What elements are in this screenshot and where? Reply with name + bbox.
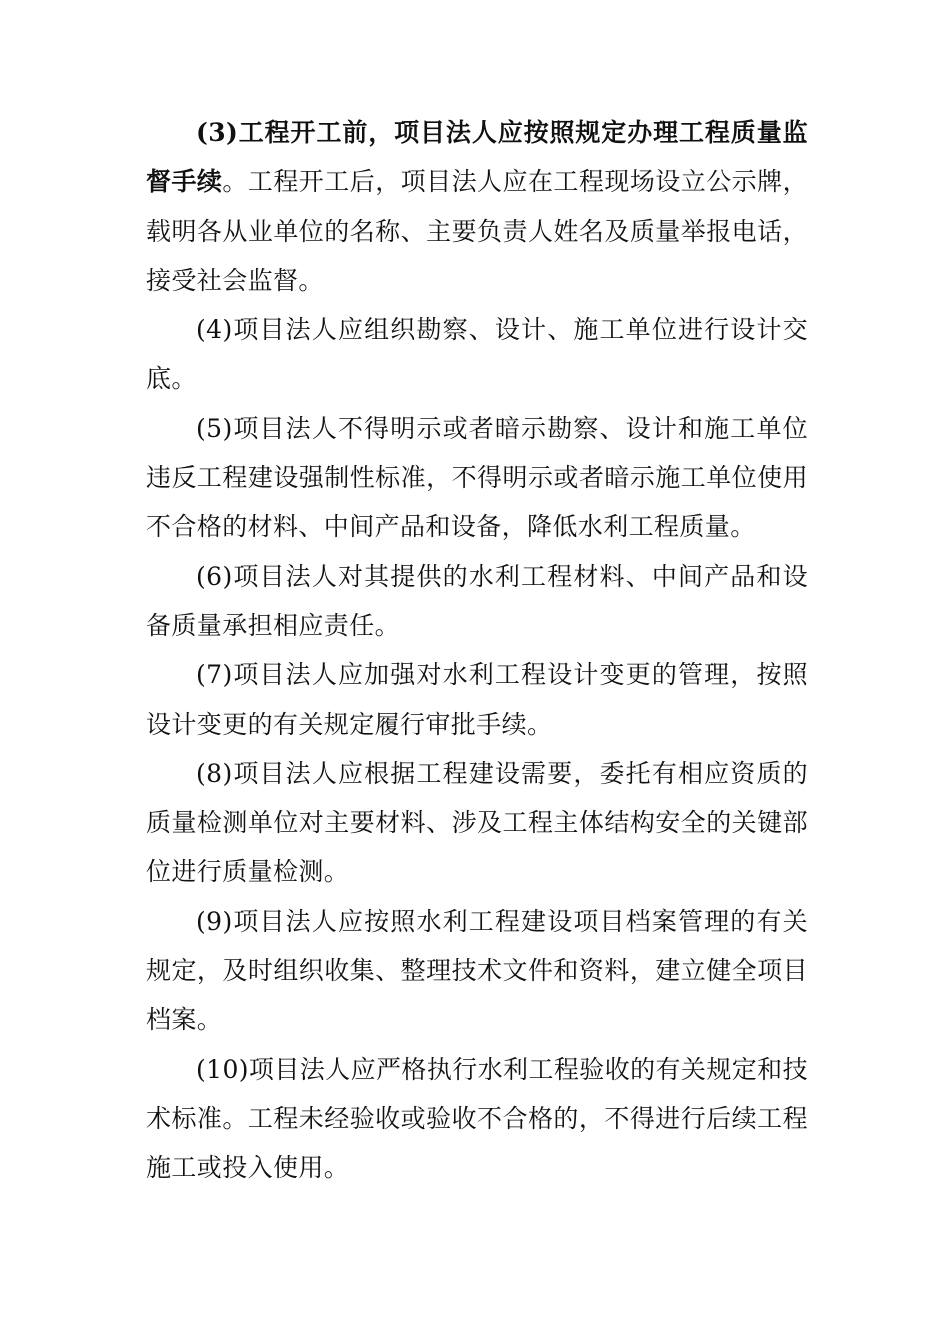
paragraph-text: (10)项目法人应严格执行水利工程验收的有关规定和技术标准。工程未经验收或验收不合格的，不得进行后续工程施工或投入使用。 bbox=[146, 1054, 808, 1183]
paragraph-item-9 bbox=[146, 897, 808, 1045]
document-page bbox=[146, 108, 808, 1193]
paragraph-item-5 bbox=[146, 404, 808, 552]
paragraph-item-3 bbox=[146, 108, 808, 305]
paragraph-text: (5)项目法人不得明示或者暗示勘察、设计和施工单位违反工程建设强制性标准，不得明示或者暗示施工单位使用不合格的材料、中间产品和设备，降低水利工程质量。 bbox=[146, 413, 808, 542]
paragraph-text: (6)项目法人对其提供的水利工程材料、中间产品和设备质量承担相应责任。 bbox=[146, 561, 808, 640]
paragraph-item-4 bbox=[146, 305, 808, 404]
paragraph-text: (4)项目法人应组织勘察、设计、施工单位进行设计交底。 bbox=[146, 315, 808, 394]
paragraph-item-8 bbox=[146, 749, 808, 897]
paragraph-text: (7)项目法人应加强对水利工程设计变更的管理，按照设计变更的有关规定履行审批手续。 bbox=[146, 660, 808, 739]
paragraph-text: 。工程开工后，项目法人应在工程现场设立公示牌，载明各从业单位的名称、主要负责人姓名及质量举报电话，接受社会监督。 bbox=[146, 167, 809, 295]
paragraph-item-6 bbox=[146, 552, 808, 651]
paragraph-text: (9)项目法人应按照水利工程建设项目档案管理的有关规定，及时组织收集、整理技术文件和资料，建立健全项目档案。 bbox=[146, 906, 808, 1035]
paragraph-item-7 bbox=[146, 650, 808, 749]
paragraph-lead-bold: (3)工程开工前，项目法人应按照规定办理工程质量监督手续 bbox=[146, 118, 808, 197]
paragraph-text: (8)项目法人应根据工程建设需要，委托有相应资质的质量检测单位对主要材料、涉及工程主体结构安全的关键部位进行质量检测。 bbox=[146, 758, 808, 887]
paragraph-item-10 bbox=[146, 1045, 808, 1193]
